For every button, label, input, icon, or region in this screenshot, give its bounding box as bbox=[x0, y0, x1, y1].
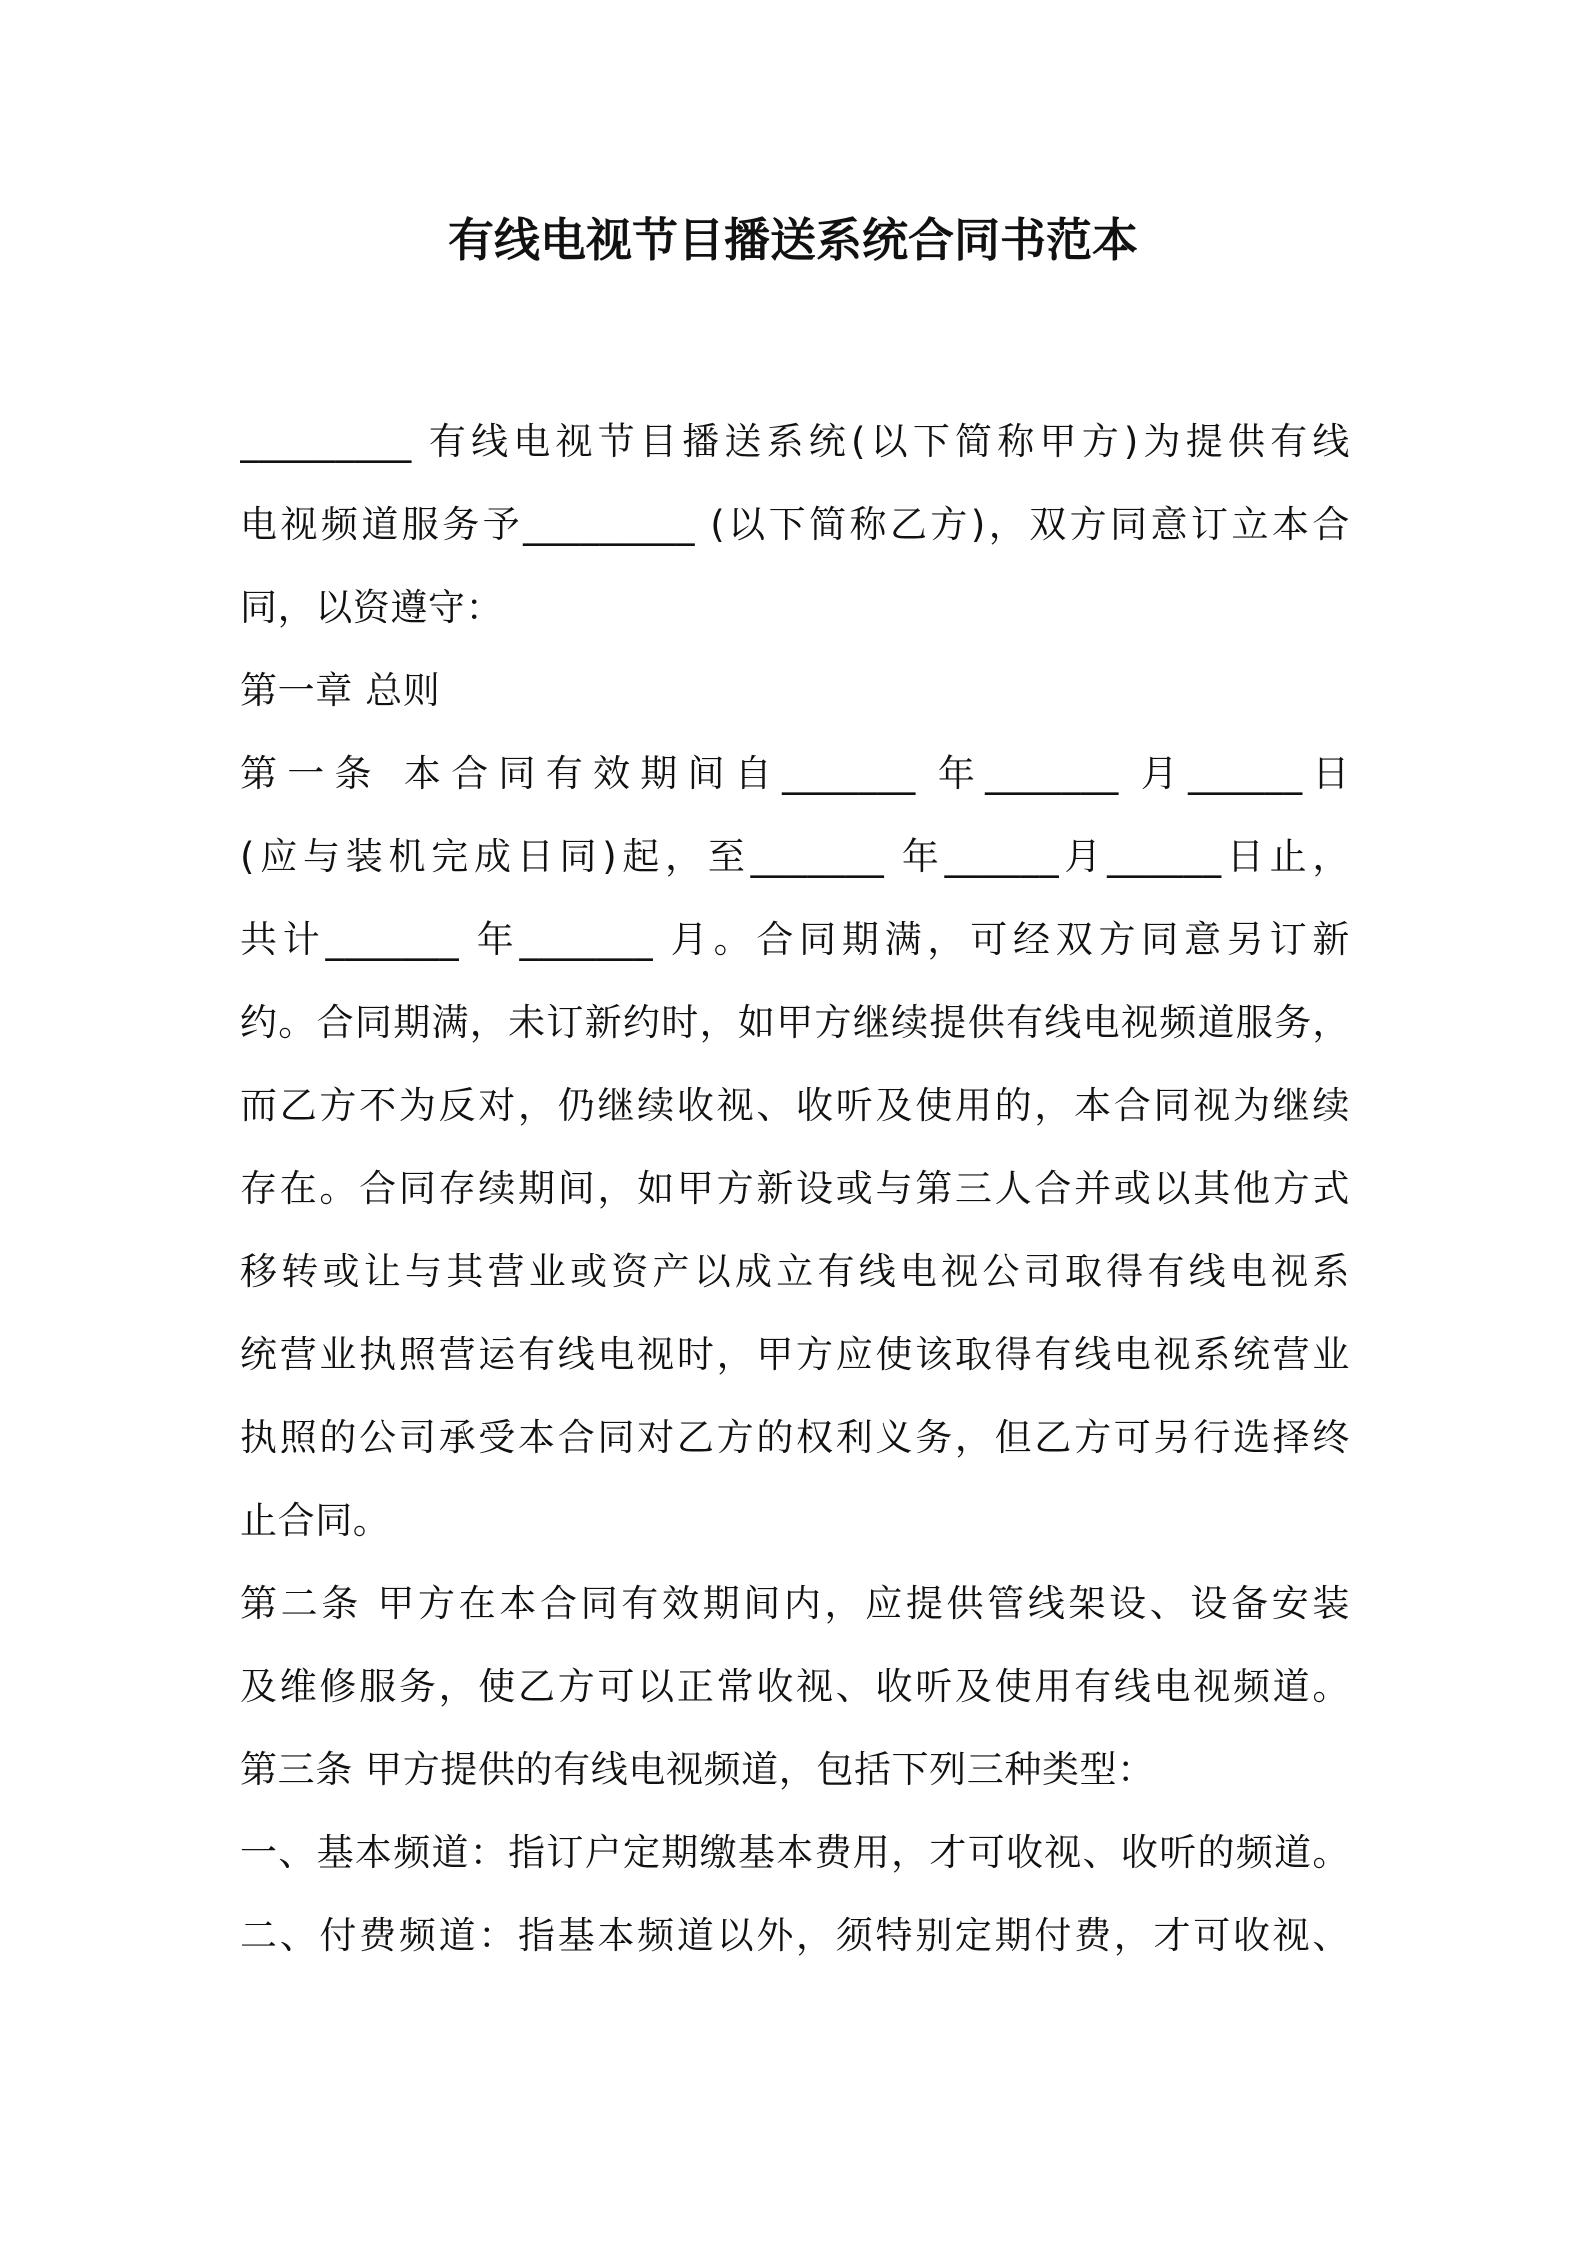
document-body bbox=[240, 400, 1350, 1977]
text-line: _________ 有线电视节目播送系统(以下简称甲方)为提供有线 bbox=[240, 420, 1350, 463]
text-line: 共计_______ 年_______ 月。合同期满，可经双方同意另订新 bbox=[240, 918, 1350, 961]
text-line: 约。合同期满，未订新约时，如甲方继续提供有线电视频道服务， bbox=[240, 1001, 1350, 1044]
text-line: 存在。合同存续期间，如甲方新设或与第三人合并或以其他方式 bbox=[240, 1167, 1350, 1210]
document-title: 有线电视节目播送系统合同书范本 bbox=[448, 213, 1138, 267]
text-line: 同，以资遵守： bbox=[240, 586, 504, 629]
text-line: 止合同。 bbox=[240, 1499, 391, 1542]
chapter-heading: 第一章 总则 bbox=[240, 669, 441, 712]
text-line: (应与装机完成日同)起，至_______ 年______月______日止， bbox=[240, 835, 1350, 878]
article-line: 第一条 本合同有效期间自_______ 年_______ 月______日 bbox=[240, 752, 1350, 795]
list-item: 一、基本频道：指订户定期缴基本费用，才可收视、收听的频道。 bbox=[240, 1831, 1350, 1874]
article-line: 第三条 甲方提供的有线电视频道，包括下列三种类型： bbox=[240, 1748, 1155, 1791]
text-line: 移转或让与其营业或资产以成立有线电视公司取得有线电视系 bbox=[240, 1250, 1350, 1293]
text-line: 统营业执照营运有线电视时，甲方应使该取得有线电视系统营业 bbox=[240, 1333, 1350, 1376]
text-line: 执照的公司承受本合同对乙方的权利义务，但乙方可另行选择终 bbox=[240, 1416, 1350, 1459]
text-line: 而乙方不为反对，仍继续收视、收听及使用的，本合同视为继续 bbox=[240, 1084, 1350, 1127]
text-line: 电视频道服务予_________ (以下简称乙方)，双方同意订立本合 bbox=[240, 503, 1350, 546]
article-line: 第二条 甲方在本合同有效期间内，应提供管线架设、设备安装 bbox=[240, 1582, 1350, 1625]
text-line: 及维修服务，使乙方可以正常收视、收听及使用有线电视频道。 bbox=[240, 1665, 1350, 1708]
list-item: 二、付费频道：指基本频道以外，须特别定期付费，才可收视、 bbox=[240, 1914, 1350, 1957]
